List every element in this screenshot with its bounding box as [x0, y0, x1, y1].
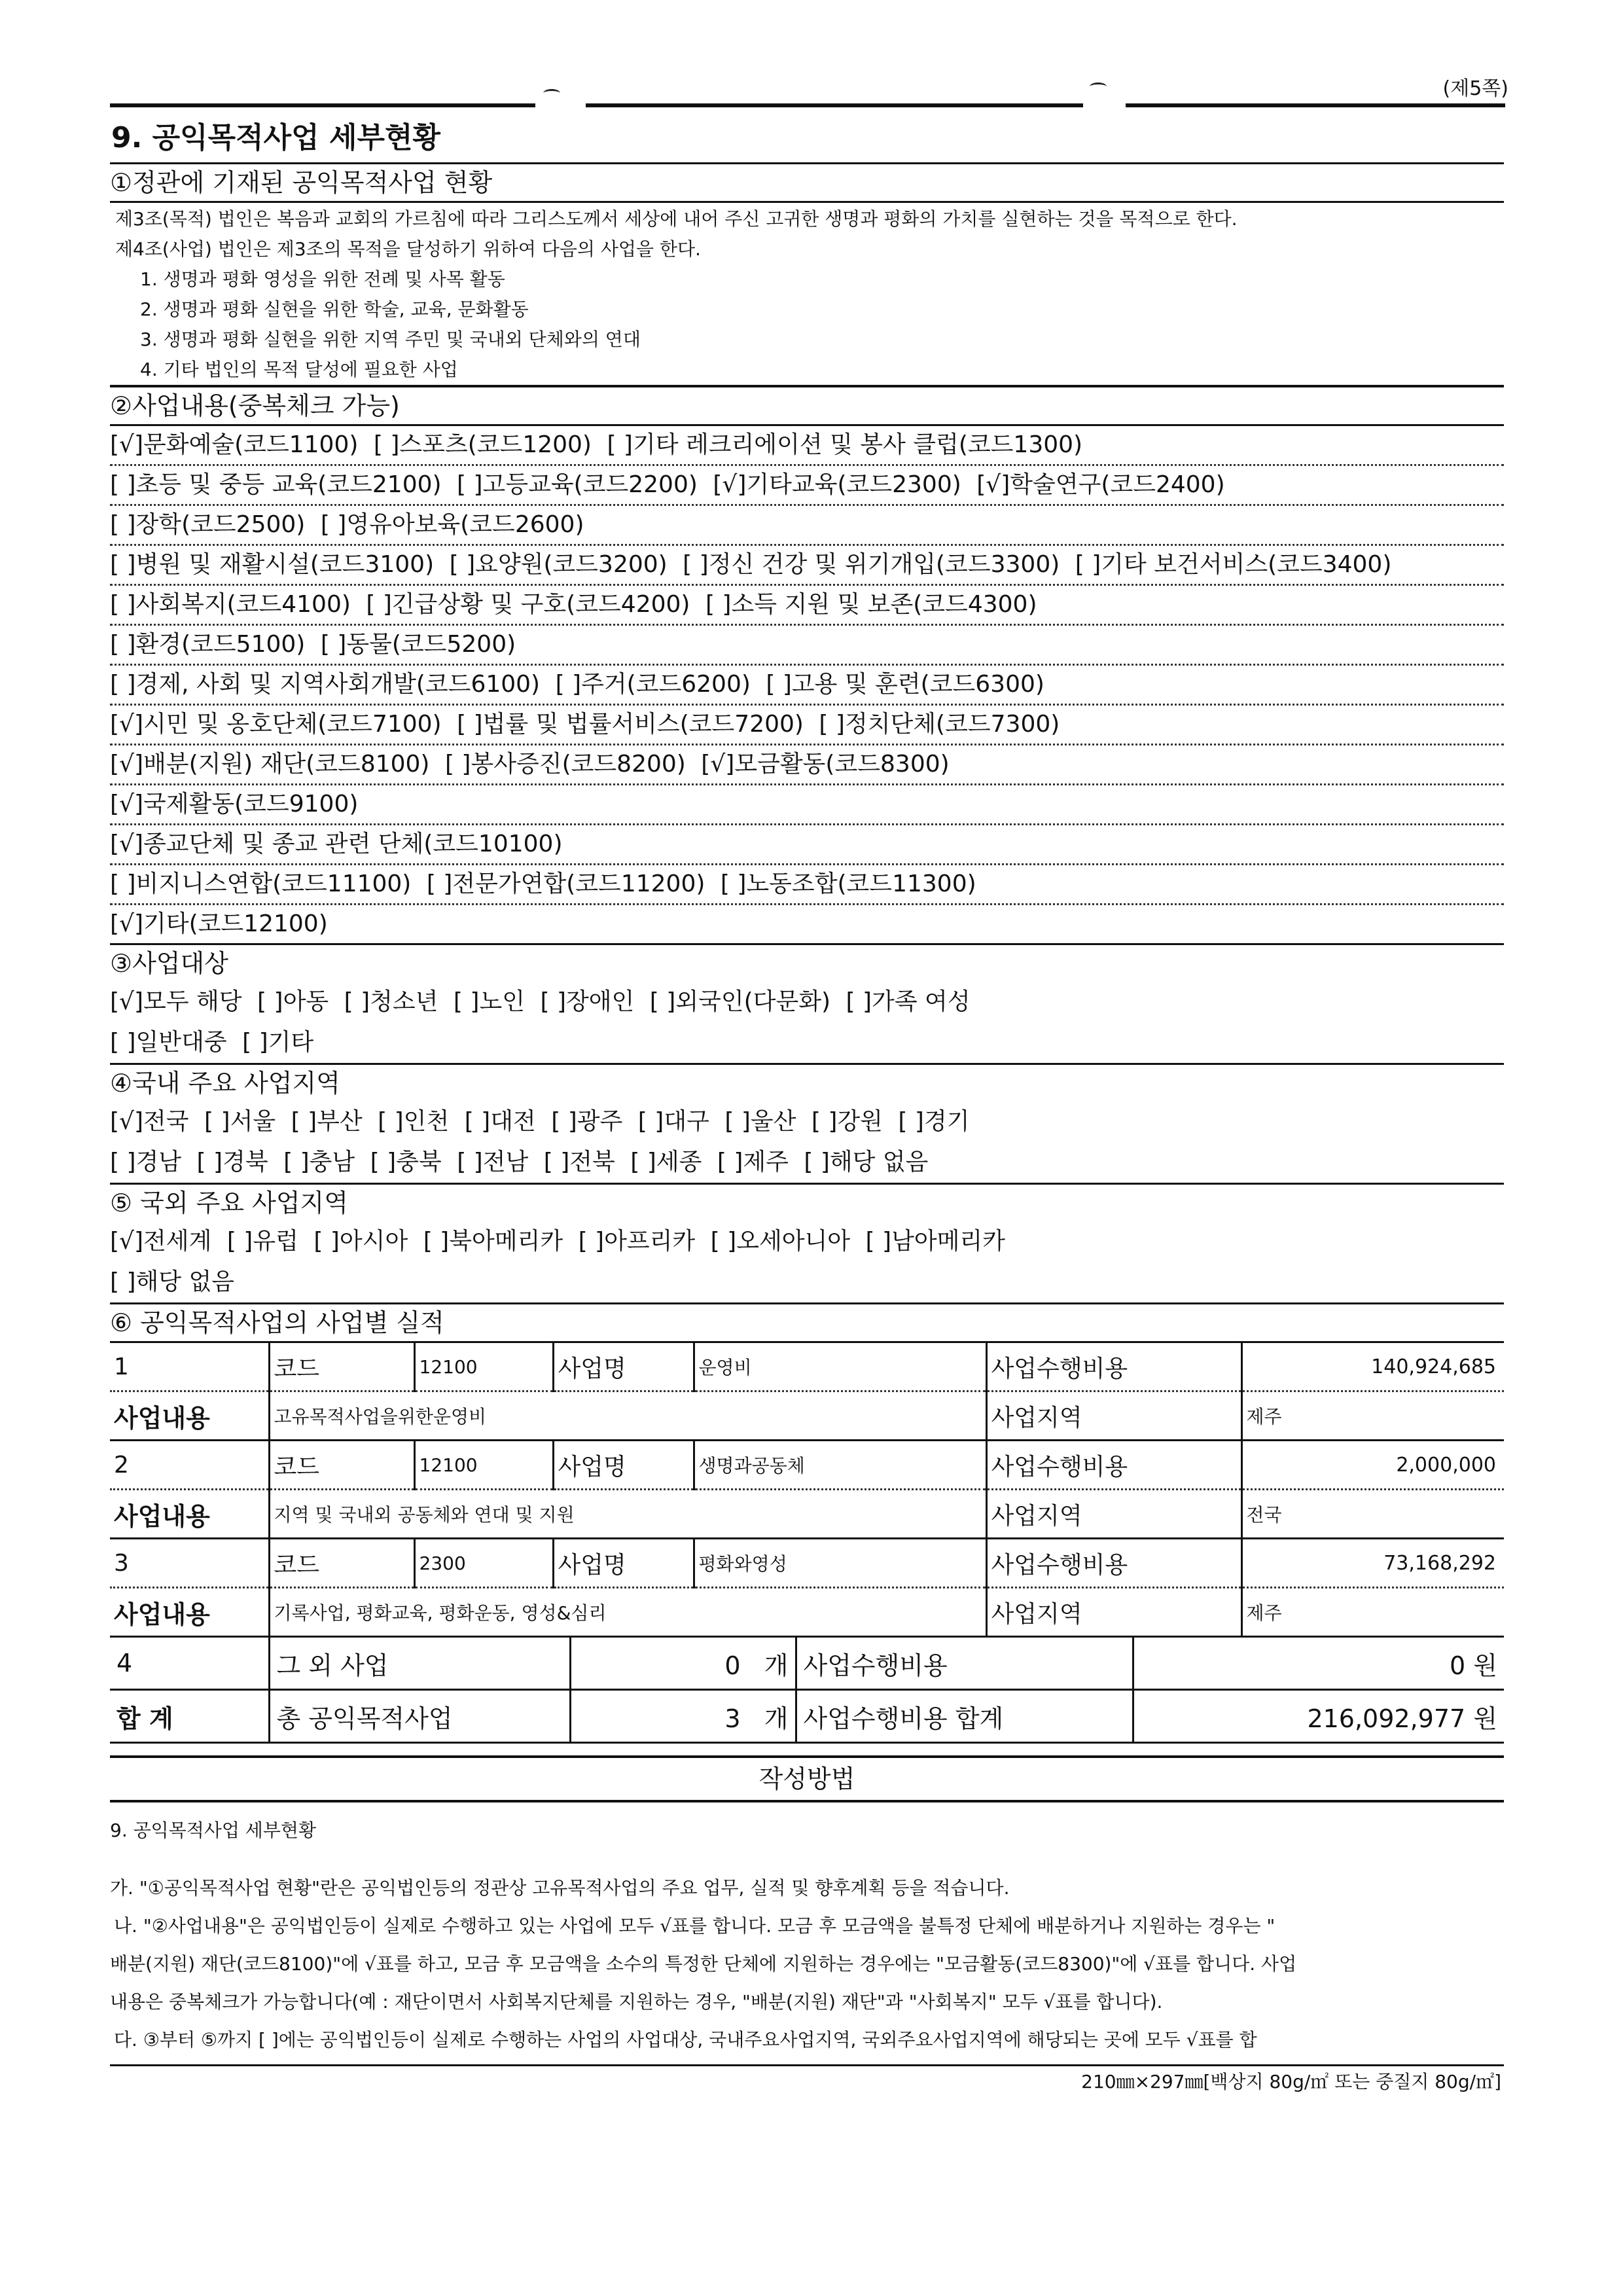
business-type-row	[110, 666, 1504, 706]
sec5-heading: ⑤ 국외 주요 사업지역	[110, 1189, 348, 1217]
checkbox-option[interactable]: [ ]제주	[717, 1149, 789, 1175]
checkbox-option[interactable]: [ ]일반대중	[110, 1029, 227, 1056]
checkbox-option[interactable]: [ ]노인	[453, 988, 525, 1015]
checkbox-option[interactable]: [ ]청소년	[344, 988, 438, 1015]
other-cost-value: 0	[1450, 1651, 1466, 1680]
total-cost	[1133, 1690, 1504, 1743]
other-cost-unit: 원	[1473, 1651, 1497, 1680]
project-content: 기록사업, 평화교육, 평화운동, 영성&심리	[269, 1588, 986, 1637]
checkbox-option[interactable]: [ ]충북	[370, 1149, 442, 1175]
name-label: 사업명	[553, 1441, 694, 1490]
checkbox-option[interactable]: [ ]북아메리카	[423, 1228, 563, 1255]
article-4: 제4조(사업) 법인은 제3조의 목적을 달성하기 위하여 다음의 사업을 한다.	[115, 238, 701, 260]
business-type-row	[110, 865, 1504, 905]
checkbox-option[interactable]: [ ]사회복지(코드4100)	[110, 591, 351, 618]
page-title: 9. 공익목적사업 세부현황	[110, 111, 1504, 164]
code-label: 코드	[269, 1539, 414, 1588]
checkbox-option[interactable]: [ ]스포츠(코드1200)	[373, 431, 592, 458]
content-label: 사업내용	[110, 1391, 269, 1441]
checkbox-option[interactable]: [ ]병원 및 재활시설(코드3100)	[110, 551, 435, 578]
table-row	[110, 1441, 1504, 1490]
business-type-row	[110, 626, 1504, 666]
business-type-row	[110, 586, 1504, 626]
scan-mark-right	[1090, 82, 1107, 91]
checkbox-option[interactable]: [ ]강원	[811, 1108, 883, 1135]
checkbox-option[interactable]: [ ]기타 보건서비스(코드3400)	[1075, 551, 1392, 578]
code-label: 코드	[269, 1441, 414, 1490]
checkbox-option[interactable]: [ ]외국인(다문화)	[649, 988, 831, 1015]
checkbox-option[interactable]: [ ]남아메리카	[865, 1228, 1005, 1255]
checkbox-option[interactable]: [ ]경기	[898, 1108, 970, 1135]
domestic-region-row	[110, 1102, 1504, 1142]
project-cost: 2,000,000	[1241, 1441, 1504, 1490]
other-no: 4	[110, 1638, 269, 1690]
checkbox-option[interactable]: [ ]아프리카	[578, 1228, 696, 1255]
form-sheet	[110, 111, 1504, 2098]
sec6-heading: ⑥ 공익목적사업의 사업별 실적	[110, 1308, 444, 1337]
other-projects-row	[110, 1638, 1504, 1690]
business-type-row	[110, 905, 1504, 945]
other-count	[570, 1638, 796, 1690]
checkbox-option[interactable]: [ ]해당 없음	[110, 1268, 235, 1295]
guide-item-na: 나. "②사업내용"은 공익법인등이 실제로 수행하고 있는 사업에 모두 √표를 합니다. 모금 후 모금액을 불특정 단체에 배분하거나 지원하는 경우는 "	[114, 1915, 1275, 1937]
name-label: 사업명	[553, 1342, 694, 1391]
total-count	[570, 1690, 796, 1743]
total-count-unit: 개	[764, 1704, 789, 1733]
checkbox-option[interactable]: [√]모두 해당	[110, 988, 242, 1015]
checkbox-option[interactable]: [√]학술연구(코드2400)	[976, 471, 1225, 498]
business-type-row	[110, 785, 1504, 825]
checkbox-option[interactable]: [ ]요양원(코드3200)	[449, 551, 668, 578]
checkbox-option[interactable]: [ ]서울	[204, 1108, 276, 1135]
checkbox-option[interactable]: [ ]대구	[637, 1108, 709, 1135]
cost-label: 사업수행비용	[986, 1342, 1241, 1391]
checkbox-option[interactable]: [ ]충남	[283, 1149, 355, 1175]
cost-label: 사업수행비용	[986, 1441, 1241, 1490]
business-type-row	[110, 506, 1504, 546]
checkbox-option[interactable]: [ ]부산	[291, 1108, 363, 1135]
total-label: 총 공익목적사업	[269, 1690, 570, 1743]
sec4-heading: ④국내 주요 사업지역	[110, 1069, 340, 1098]
checkbox-option[interactable]: [√]기타(코드12100)	[110, 910, 328, 937]
checkbox-option[interactable]: [ ]장애인	[540, 988, 635, 1015]
project-name: 생명과공동체	[694, 1441, 986, 1490]
checkbox-option[interactable]: [ ]법률 및 법률서비스(코드7200)	[457, 711, 804, 738]
project-region: 제주	[1241, 1588, 1504, 1637]
checkbox-option[interactable]: [ ]아시아	[313, 1228, 408, 1255]
checkbox-option[interactable]: [ ]동물(코드5200)	[320, 631, 516, 658]
checkbox-option[interactable]: [ ]소득 지원 및 보존(코드4300)	[705, 591, 1037, 618]
checkbox-option[interactable]: [ ]유럽	[226, 1228, 298, 1255]
project-no: 2	[110, 1441, 269, 1490]
region-label: 사업지역	[986, 1588, 1241, 1637]
region-label: 사업지역	[986, 1391, 1241, 1441]
articles-of-incorporation	[110, 203, 1504, 387]
project-region: 전국	[1241, 1490, 1504, 1539]
checkbox-option[interactable]: [√]모금활동(코드8300)	[701, 751, 950, 778]
checkbox-option[interactable]: [ ]경제, 사회 및 지역사회개발(코드6100)	[110, 671, 541, 698]
top-rule-center	[586, 103, 1083, 107]
checkbox-option[interactable]: [ ]기타	[242, 1029, 314, 1056]
performance-table	[110, 1341, 1504, 1638]
table-row	[110, 1588, 1504, 1637]
checkbox-option[interactable]: [ ]인천	[378, 1108, 450, 1135]
overseas-region-row	[110, 1221, 1504, 1262]
code-label: 코드	[269, 1342, 414, 1391]
list-item: 4. 기타 법인의 목적 달성에 필요한 사업	[140, 359, 458, 380]
sec3-heading: ③사업대상	[110, 949, 228, 978]
checkbox-option[interactable]: [ ]봉사증진(코드8200)	[444, 751, 686, 778]
domestic-region-row	[110, 1142, 1504, 1185]
content-label: 사업내용	[110, 1588, 269, 1637]
checkbox-option[interactable]: [ ]고용 및 훈련(코드6300)	[766, 671, 1044, 698]
project-name: 평화와영성	[694, 1539, 986, 1588]
guide-item-na: 내용은 중복체크가 가능합니다(예 : 재단이면서 사회복지단체를 지원하는 경우, "배분(지원) 재단"과 "사회복지" 모두 √표를 합니다).	[110, 1991, 1163, 2013]
project-no: 1	[110, 1342, 269, 1391]
project-content: 고유목적사업을위한운영비	[269, 1391, 986, 1441]
checkbox-option[interactable]: [ ]경남	[110, 1149, 182, 1175]
table-row	[110, 1391, 1504, 1441]
project-no: 3	[110, 1539, 269, 1588]
method-heading: 작성방법	[110, 1755, 1504, 1803]
total-cost-label: 사업수행비용 합계	[796, 1690, 1133, 1743]
project-region: 제주	[1241, 1391, 1504, 1441]
business-list	[115, 264, 1504, 385]
project-code: 12100	[414, 1441, 553, 1490]
checkbox-option[interactable]: [ ]영유아보육(코드2600)	[320, 511, 584, 538]
checkbox-option[interactable]: [ ]노동조합(코드11300)	[720, 870, 976, 897]
checkbox-option[interactable]: [ ]세종	[630, 1149, 702, 1175]
other-label: 그 외 사업	[269, 1638, 570, 1690]
paper-spec: 210㎜×297㎜[백상지 80g/㎡ 또는 중질지 80g/㎡]	[1081, 2071, 1501, 2092]
checkbox-option[interactable]: [ ]대전	[464, 1108, 536, 1135]
checkbox-option[interactable]: [ ]전북	[543, 1149, 615, 1175]
checkbox-option[interactable]: [√]문화예술(코드1100)	[110, 431, 359, 458]
checkbox-option[interactable]: [ ]가족 여성	[846, 988, 971, 1015]
page-number: (제5쪽)	[1442, 77, 1508, 100]
checkbox-option[interactable]: [ ]환경(코드5100)	[110, 631, 306, 658]
checkbox-option[interactable]: [ ]정치단체(코드7300)	[819, 711, 1060, 738]
business-type-row	[110, 546, 1504, 586]
checkbox-option[interactable]: [ ]긴급상황 및 구호(코드4200)	[366, 591, 690, 618]
checkbox-option[interactable]: [ ]해당 없음	[804, 1149, 929, 1175]
checkbox-option[interactable]: [ ]전문가연합(코드11200)	[426, 870, 705, 897]
target-row	[110, 982, 1504, 1022]
guide-item-ga: 가. "①공익목적사업 현황"란은 공익법인등의 정관상 고유목적사업의 주요 업무, 실적 및 향후계획 등을 적습니다.	[110, 1877, 1010, 1899]
checkbox-option[interactable]: [√]기타교육(코드2300)	[713, 471, 961, 498]
project-name: 운영비	[694, 1342, 986, 1391]
checkbox-option[interactable]: [√]전국	[110, 1108, 189, 1135]
business-type-row	[110, 745, 1504, 785]
project-content: 지역 및 국내외 공동체와 연대 및 지원	[269, 1490, 986, 1539]
business-type-row	[110, 466, 1504, 506]
business-type-row	[110, 426, 1504, 466]
article-3: 제3조(목적) 법인은 복음과 교회의 가르침에 따라 그리스도께서 세상에 내어 주신 고귀한 생명과 평화의 가치를 실현하는 것을 목적으로 한다.	[115, 208, 1238, 230]
project-cost: 140,924,685	[1241, 1342, 1504, 1391]
guide-section-title: 9. 공익목적사업 세부현황	[110, 1820, 316, 1841]
checkbox-option[interactable]: [ ]전남	[457, 1149, 529, 1175]
checkbox-option[interactable]: [√]국제활동(코드9100)	[110, 791, 359, 817]
checkbox-option[interactable]: [ ]고등교육(코드2200)	[457, 471, 698, 498]
writing-guide	[110, 1812, 1504, 2059]
other-count-unit: 개	[764, 1651, 789, 1680]
overseas-region-row	[110, 1262, 1504, 1304]
checkbox-option[interactable]: [ ]경북	[196, 1149, 268, 1175]
list-item: 3. 생명과 평화 실현을 위한 지역 주민 및 국내외 단체와의 연대	[140, 329, 641, 350]
content-label: 사업내용	[110, 1490, 269, 1539]
top-rule-left	[110, 103, 535, 107]
checkbox-option[interactable]: [ ]장학(코드2500)	[110, 511, 306, 538]
table-row	[110, 1342, 1504, 1391]
checkbox-option[interactable]: [ ]아동	[257, 988, 329, 1015]
checkbox-option[interactable]: [ ]비지니스연합(코드11100)	[110, 870, 412, 897]
guide-item-na: 배분(지원) 재단(코드8100)"에 √표를 하고, 모금 후 모금액을 소수의 특정한 단체에 지원하는 경우에는 "모금활동(코드8300)"에 √표를 합니다. 사업	[110, 1953, 1297, 1975]
target-row	[110, 1022, 1504, 1065]
project-code: 12100	[414, 1342, 553, 1391]
checkbox-option[interactable]: [√]시민 및 옹호단체(코드7100)	[110, 711, 442, 738]
cost-label: 사업수행비용	[986, 1539, 1241, 1588]
region-label: 사업지역	[986, 1490, 1241, 1539]
sec1-heading: ①정관에 기재된 공익목적사업 현황	[110, 164, 1504, 203]
checkbox-option[interactable]: [ ]광주	[551, 1108, 623, 1135]
business-type-row	[110, 825, 1504, 865]
total-cost-value: 216,092,977	[1307, 1704, 1466, 1733]
table-row	[110, 1490, 1504, 1539]
total-count-value: 3	[724, 1704, 741, 1733]
list-item: 2. 생명과 평화 실현을 위한 학술, 교육, 문화활동	[140, 298, 529, 320]
checkbox-option[interactable]: [ ]주거(코드6200)	[555, 671, 751, 698]
checkbox-option[interactable]: [ ]울산	[724, 1108, 796, 1135]
total-row	[110, 1690, 1504, 1743]
project-code: 2300	[414, 1539, 553, 1588]
checkbox-option[interactable]: [√]종교단체 및 종교 관련 단체(코드10100)	[110, 831, 563, 857]
total-cost-unit: 원	[1473, 1704, 1497, 1733]
top-rule-right	[1126, 103, 1505, 107]
checkbox-option[interactable]: [ ]초등 및 중등 교육(코드2100)	[110, 471, 442, 498]
checkbox-option[interactable]: [ ]기타 레크리에이션 및 봉사 클럽(코드1300)	[607, 431, 1083, 458]
project-cost: 73,168,292	[1241, 1539, 1504, 1588]
total-no: 합 계	[110, 1690, 269, 1743]
name-label: 사업명	[553, 1539, 694, 1588]
checkbox-option[interactable]: [ ]오세아니아	[710, 1228, 851, 1255]
sec2-heading: ②사업내용(중복체크 가능)	[110, 387, 1504, 426]
business-type-row	[110, 706, 1504, 745]
checkbox-option[interactable]: [√]배분(지원) 재단(코드8100)	[110, 751, 430, 778]
scan-mark-left	[543, 89, 560, 98]
guide-item-da: 다. ③부터 ⑤까지 [ ]에는 공익법인등이 실제로 수행하는 사업의 사업대상, 국내주요사업지역, 국외주요사업지역에 해당되는 곳에 모두 √표를 합	[114, 2029, 1257, 2051]
totals-table	[110, 1638, 1504, 1744]
other-cost	[1133, 1638, 1504, 1690]
table-row	[110, 1539, 1504, 1588]
checkbox-option[interactable]: [√]전세계	[110, 1228, 212, 1255]
other-count-value: 0	[724, 1651, 741, 1680]
list-item: 1. 생명과 평화 영성을 위한 전례 및 사목 활동	[140, 268, 505, 290]
other-cost-label: 사업수행비용	[796, 1638, 1133, 1690]
checkbox-option[interactable]: [ ]정신 건강 및 위기개입(코드3300)	[683, 551, 1060, 578]
